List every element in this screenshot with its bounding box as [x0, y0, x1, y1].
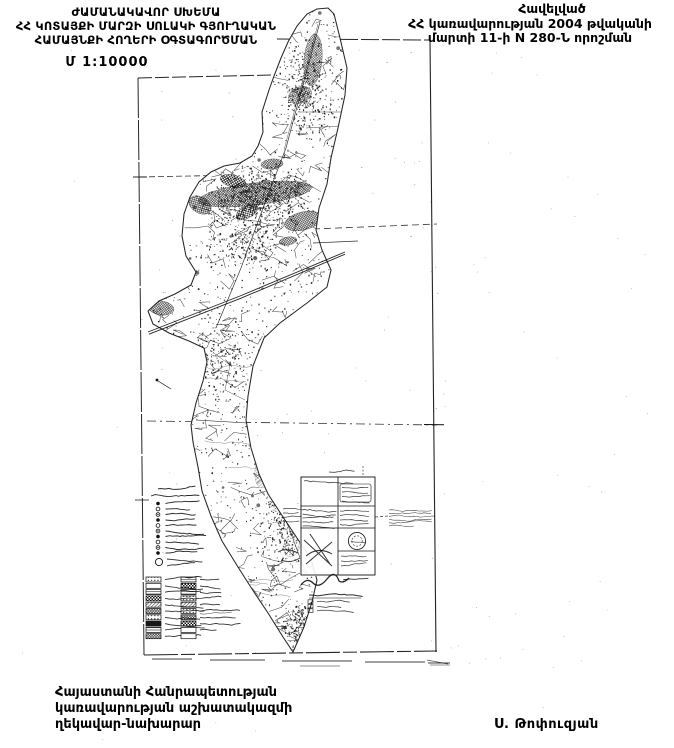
map-title-line1: ԺԱՄԱՆԱԿԱՎՈՐ ՍԽԵՄԱ	[71, 5, 221, 19]
annex-line2: ՀՀ կառավարության 2004 թվականի	[408, 15, 652, 31]
map-scale-label: Մ 1:10000	[65, 55, 149, 70]
map-title-line3: ՀԱՄԱՅՆՔԻ ՀՈՂԵՐԻ ՕԳՏԱԳՈՐԾՄԱՆ	[34, 33, 258, 47]
annex-line3: մարտի 11-ի N 280-Ն որոշման	[427, 30, 633, 45]
signatory-line1: Հայաստանի Հանրապետության	[55, 685, 278, 700]
signatory-line2: կառավարության աշխատակազմի	[55, 701, 293, 716]
stamp-table	[278, 470, 388, 576]
annex-line1: Հավելված	[518, 1, 586, 16]
signatory-line3: ղեկավար-նախարար	[55, 717, 202, 732]
map-title-block	[0, 5, 292, 47]
signatory-title-block	[55, 685, 292, 733]
signatory-name: Ս. Թոփուզյան	[494, 717, 599, 732]
annex-note-block	[386, 2, 674, 46]
map-title-line2: ՀՀ ԿՈՏԱՅՔԻ ՄԱՐԶԻ ՍՈԼԱԿԻ ԳՅՈՒՂԱԿԱՆ	[15, 19, 277, 33]
